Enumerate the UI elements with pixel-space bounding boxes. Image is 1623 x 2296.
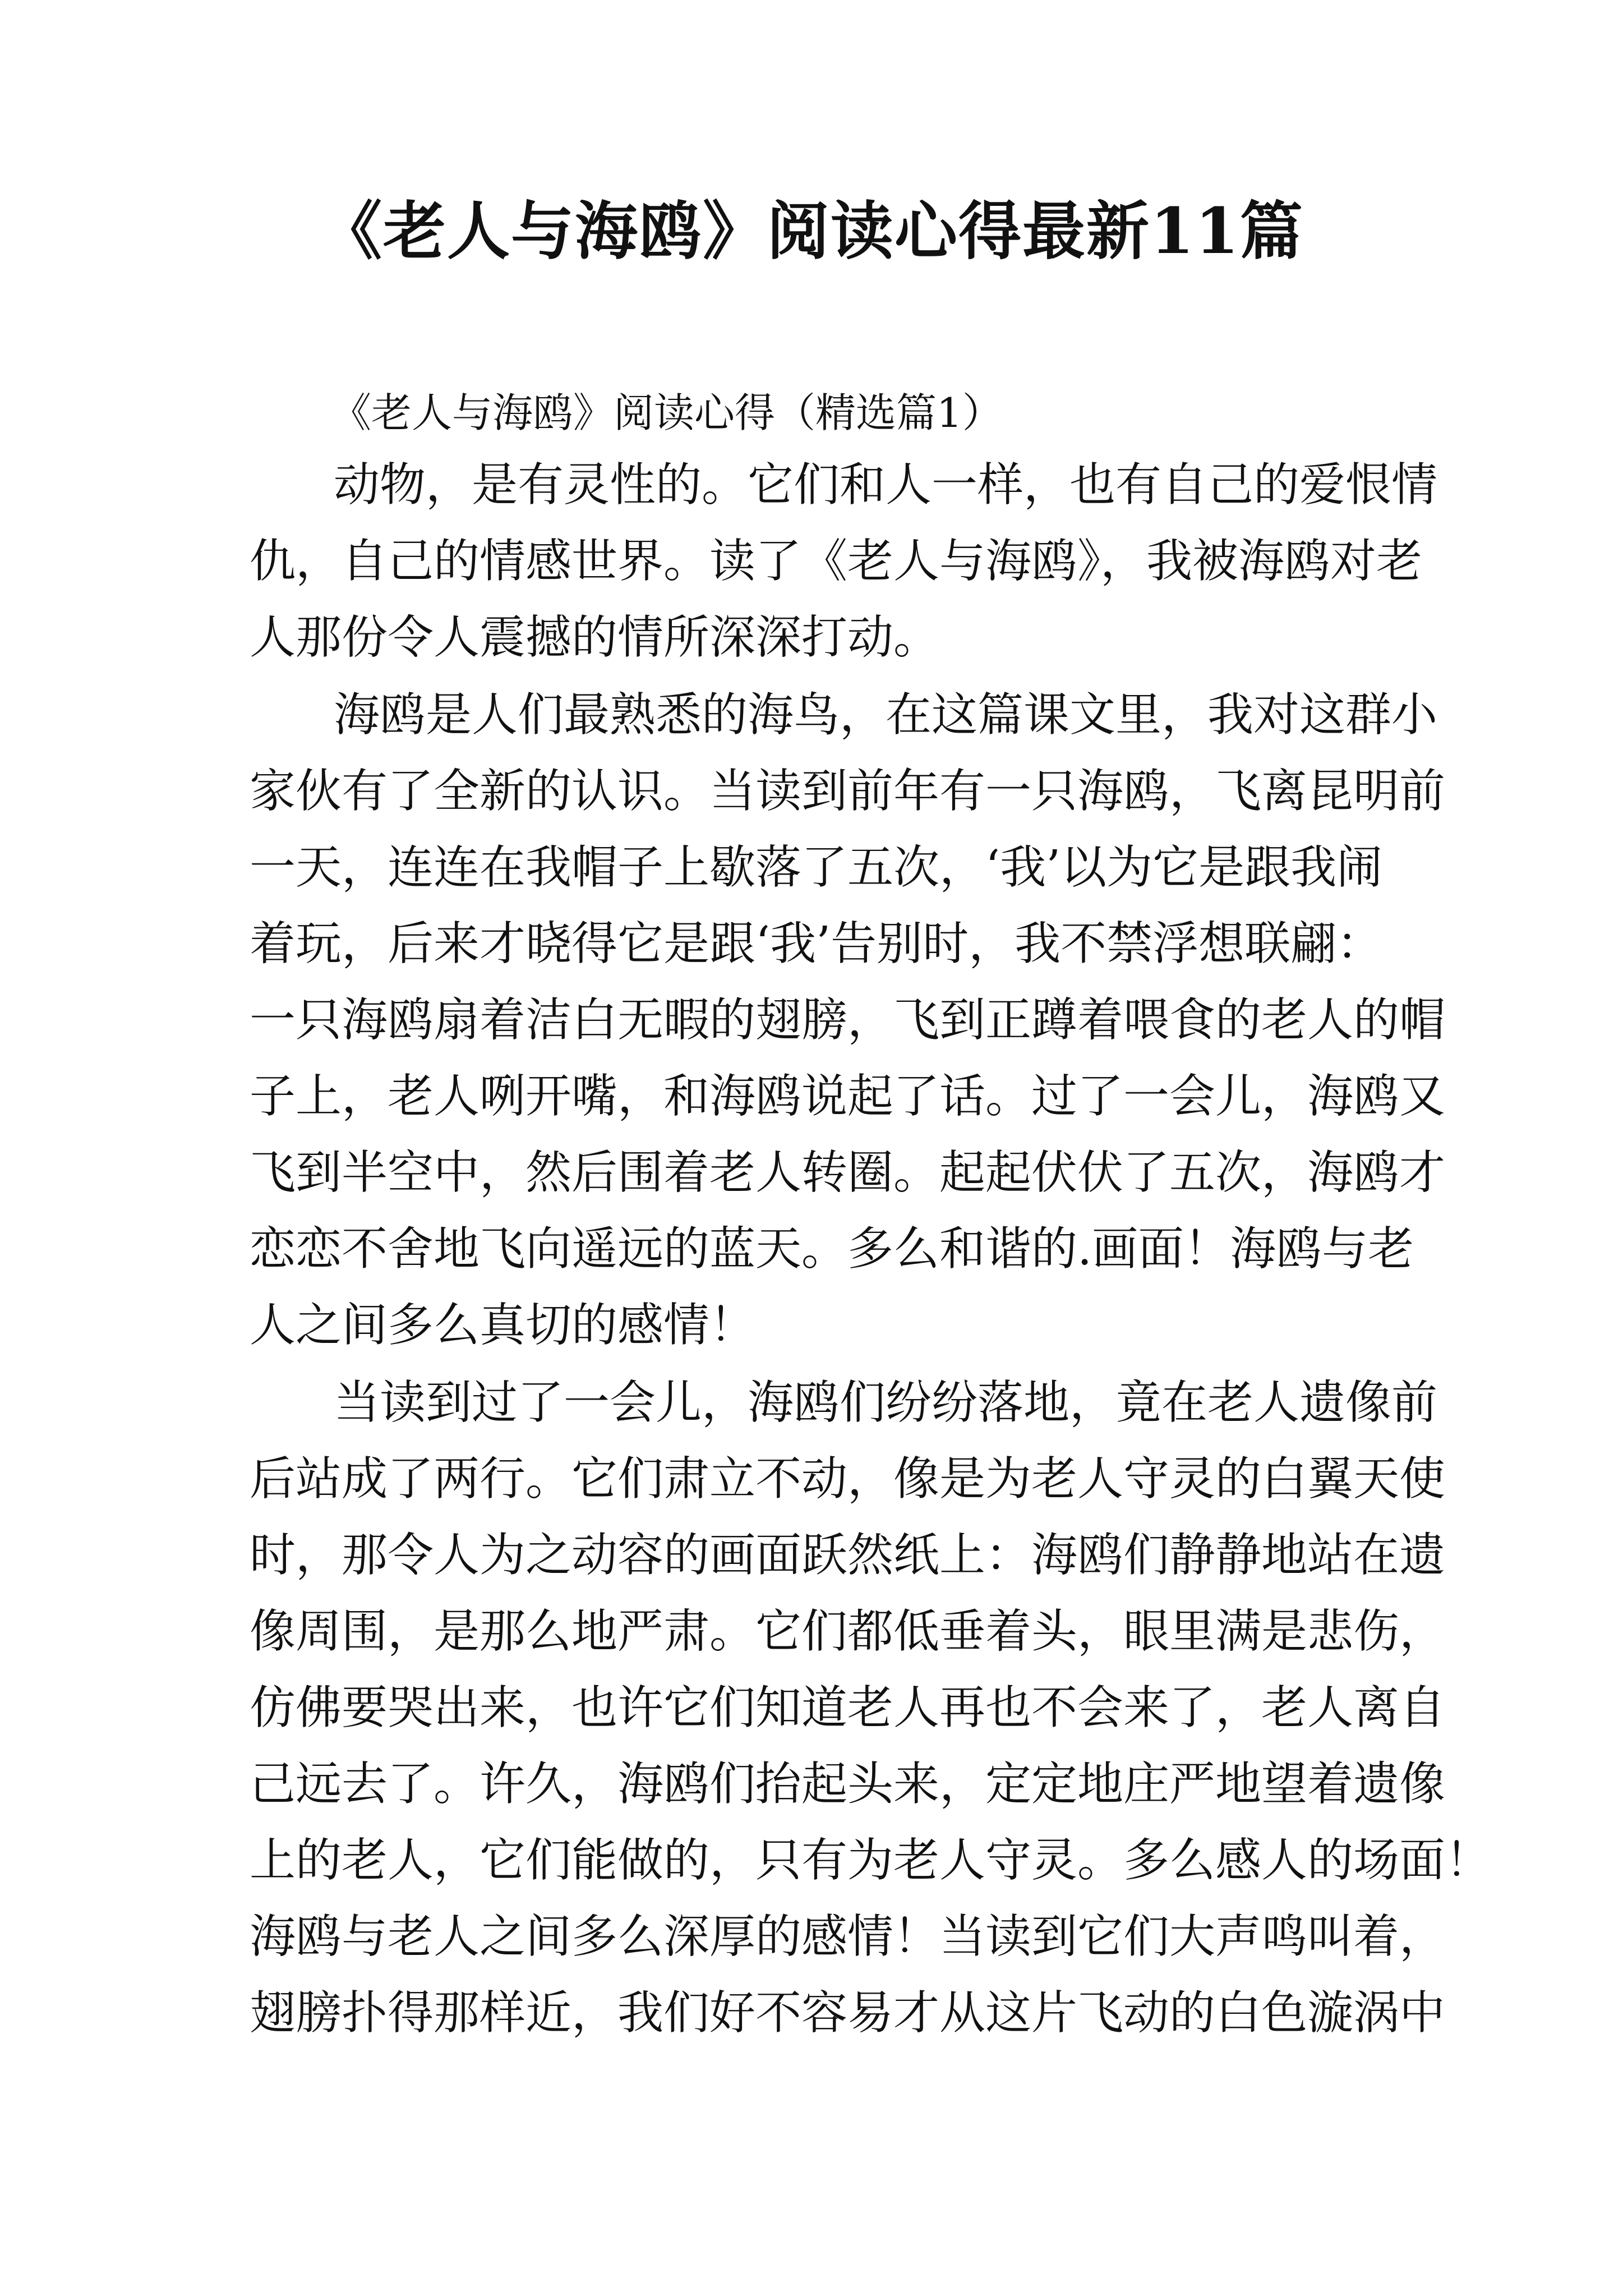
paragraph-line: 家伙有了全新的认识。当读到前年有一只海鸥，飞离昆明前	[250, 765, 1446, 818]
paragraph-line: 己远去了。许久，海鸥们抬起头来，定定地庄严地望着遗像	[250, 1757, 1446, 1811]
paragraph-line: 飞到半空中，然后围着老人转圈。起起伏伏了五次，海鸥才	[250, 1146, 1446, 1199]
paragraph-2	[250, 677, 1446, 1364]
paragraph-line: 翅膀扑得那样近，我们好不容易才从这片飞动的白色漩涡中	[250, 1986, 1446, 2040]
paragraph-line: 人之间多么真切的感情！	[250, 1299, 756, 1352]
section-heading: 《老人与海鸥》阅读心得（精选篇1）	[331, 389, 1003, 436]
paragraph-line: 海鸥与老人之间多么深厚的感情！当读到它们大声鸣叫着，	[250, 1910, 1446, 1963]
paragraph-line: 像周围，是那么地严肃。它们都低垂着头，眼里满是悲伤，	[250, 1605, 1446, 1658]
paragraph-line: 时，那令人为之动容的画面跃然纸上：海鸥们静静地站在遗	[250, 1529, 1446, 1582]
paragraph-3	[250, 1365, 1492, 2051]
paragraph-line: 一天，连连在我帽子上歇落了五次，‘我’以为它是跟我闹	[250, 841, 1383, 894]
paragraph-1	[250, 447, 1438, 676]
paragraph-line: 上的老人，它们能做的，只有为老人守灵。多么感人的场面！	[250, 1834, 1492, 1887]
paragraph-line: 子上，老人咧开嘴，和海鸥说起了话。过了一会儿，海鸥又	[250, 1070, 1446, 1123]
paragraph-line: 着玩，后来才晓得它是跟‘我’告别时，我不禁浮想联翩：	[250, 917, 1383, 970]
document-body	[250, 379, 1492, 2051]
paragraph-line: 人那份令人震撼的情所深深打动。	[250, 611, 940, 664]
paragraph-line: 一只海鸥扇着洁白无暇的翅膀，飞到正蹲着喂食的老人的帽	[250, 993, 1446, 1047]
paragraph-line: 仇，自己的情感世界。读了《老人与海鸥》，我被海鸥对老	[250, 535, 1423, 588]
paragraph-line: 当读到过了一会儿，海鸥们纷纷落地，竟在老人遗像前	[334, 1376, 1438, 1429]
paragraph-line: 仿佛要哭出来，也许它们知道老人再也不会来了，老人离自	[250, 1681, 1446, 1734]
paragraph-line: 后站成了两行。它们肃立不动，像是为老人守灵的白翼天使	[250, 1452, 1446, 1506]
document-title: 《老人与海鸥》阅读心得最新11篇	[319, 195, 1304, 268]
paragraph-line: 海鸥是人们最熟悉的海鸟，在这篇课文里，我对这群小	[334, 688, 1438, 742]
paragraph-line: 动物，是有灵性的。它们和人一样，也有自己的爱恨情	[334, 458, 1438, 512]
paragraph-line: 恋恋不舍地飞向遥远的蓝天。多么和谐的.画面！海鸥与老	[250, 1222, 1414, 1276]
